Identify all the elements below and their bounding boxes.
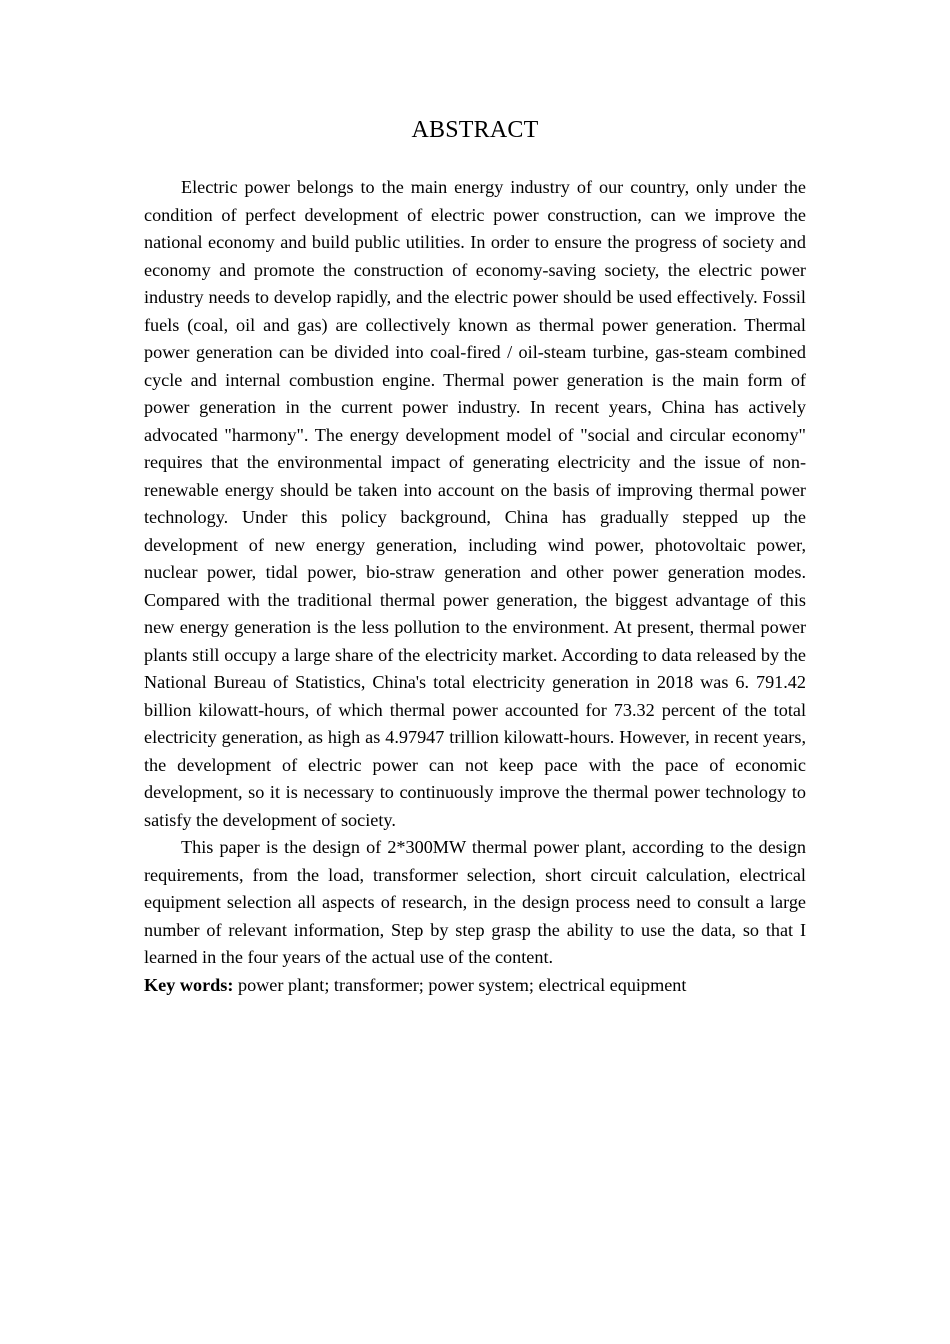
keywords-line [144,972,806,1000]
abstract-paragraph-2: This paper is the design of 2*300MW thermal power plant, according to the design requirements, from the load, transformer selection, short circuit calculation, electrical equipment selection all aspects of research, in the design process need to consult a large number of relevant information, Step by step grasp the ability to use the data, so that I learned in the four years of the actual use of the content. [144,837,806,967]
page-title: ABSTRACT [411,117,539,143]
abstract-paragraph-1: Electric power belongs to the main energy industry of our country, only under the condition of perfect development of electric power construction, can we improve the national economy and build public utilities. In order to ensure the progress of society and economy and promote the construction of economy-saving society, the electric power industry needs to develop rapidly, and the electric power should be used effectively. Fossil fuels (coal, oil and gas) are collectively known as thermal power generation. Thermal power generation can be divided into coal-fired / oil-steam turbine, gas-steam combined cycle and internal combustion engine. Thermal power generation is the main form of power generation in the current power industry. In recent years, China has actively advocated "harmony". The energy development model of "social and circular economy" requires that the environmental impact of generating electricity and the issue of non-renewable energy should be taken into account on the basis of improving thermal power technology. Under this policy background, China has gradually stepped up the development of new energy generation, including wind power, photovoltaic power, nuclear power, tidal power, bio-straw generation and other power generation modes. Compared with the traditional thermal power generation, the biggest advantage of this new energy generation is the less pollution to the environment. At present, thermal power plants still occupy a large share of the electricity market. According to data released by the National Bureau of Statistics, China's total electricity generation in 2018 was 6. 791.42 billion kilowatt-hours, of which thermal power accounted for 73.32 percent of the total electricity generation, as high as 4.97947 trillion kilowatt-hours. However, in recent years, the development of electric power can not keep pace with the pace of economic development, so it is necessary to continuously improve the thermal power technology to satisfy the development of society. [144,177,806,830]
keywords-text: power plant; transformer; power system; electrical equipment [233,974,687,995]
abstract-page [144,114,806,999]
keywords-label: Key words: [144,974,234,995]
